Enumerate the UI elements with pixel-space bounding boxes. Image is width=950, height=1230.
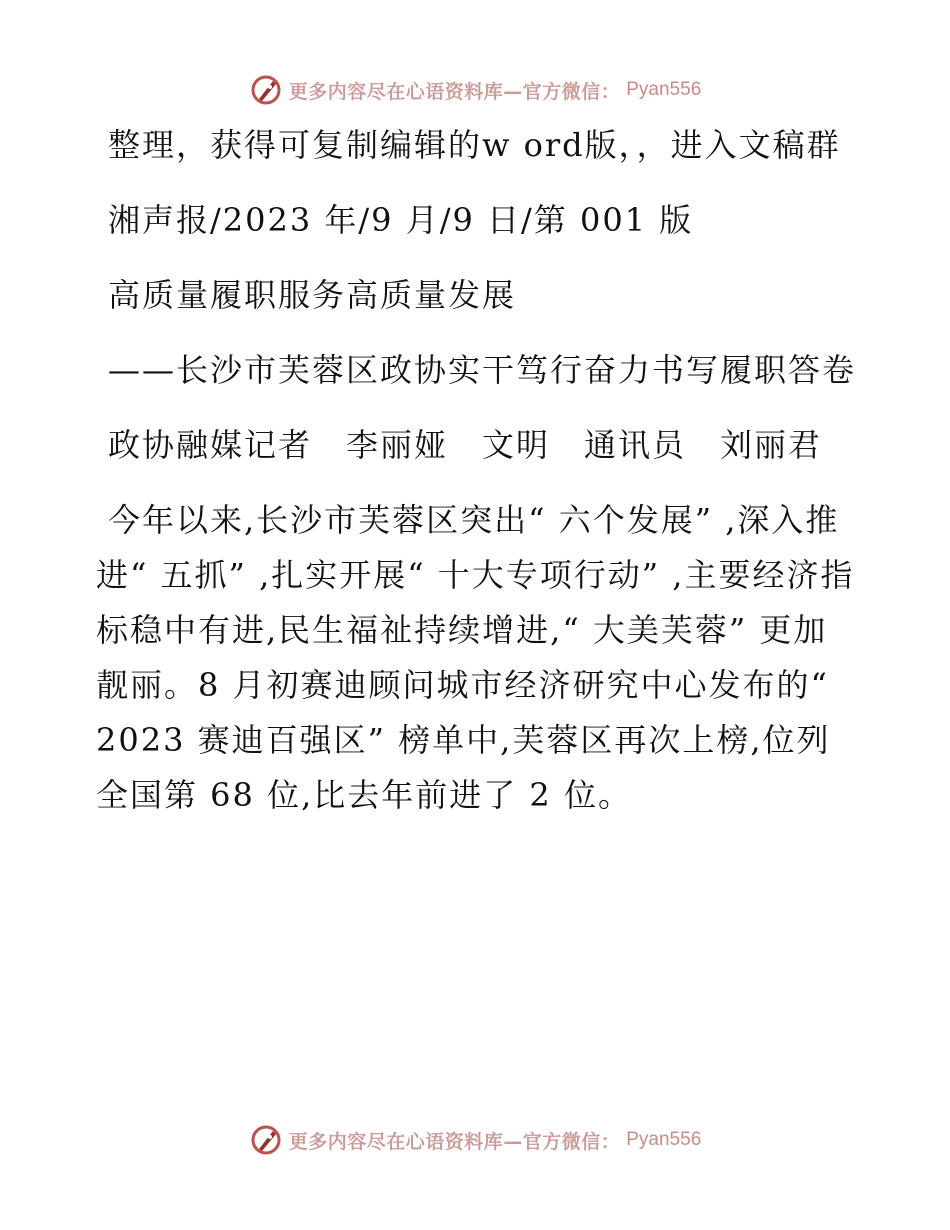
body-paragraph: 今年以来,长沙市芙蓉区突出“ 六个发展” ,深入推进“ 五抓” ,扎实开展“ 十大专项行动” ,主要经济指标稳中有进,民生福祉持续增进,“ 大美芙蓉” 更加靓丽。8 月初赛迪顾问城市经济研究中心发布的“ 2023 赛迪百强区” 榜单中,芙蓉区再次上榜,位列全国第 68 位,比去年前进了 2 位。 bbox=[96, 501, 855, 814]
pen-nib-circle-icon bbox=[249, 1123, 283, 1157]
footer-watermark bbox=[0, 1120, 950, 1160]
watermark-text: 更多内容尽在心语资料库—官方微信： bbox=[288, 80, 621, 103]
article-title: 高质量履职服务高质量发展 bbox=[108, 276, 517, 314]
intro-line: 整理，获得可复制编辑的w ord版，，进入文稿群 bbox=[108, 126, 841, 164]
header-watermark bbox=[0, 70, 950, 110]
source-line: 湘声报/2023 年/9 月/9 日/第 001 版 bbox=[108, 201, 694, 239]
watermark-text: 更多内容尽在心语资料库—官方微信： bbox=[288, 1130, 621, 1153]
watermark-wechat-id: Pyan556 bbox=[626, 1129, 702, 1150]
document-body bbox=[96, 118, 856, 823]
pen-nib-circle-icon bbox=[249, 73, 283, 107]
article-subtitle: ——长沙市芙蓉区政协实干笃行奋力书写履职答卷 bbox=[108, 351, 857, 389]
watermark-wechat-id: Pyan556 bbox=[626, 79, 702, 100]
byline: 政协融媒记者 李丽娅 文明 通讯员 刘丽君 bbox=[108, 426, 823, 464]
